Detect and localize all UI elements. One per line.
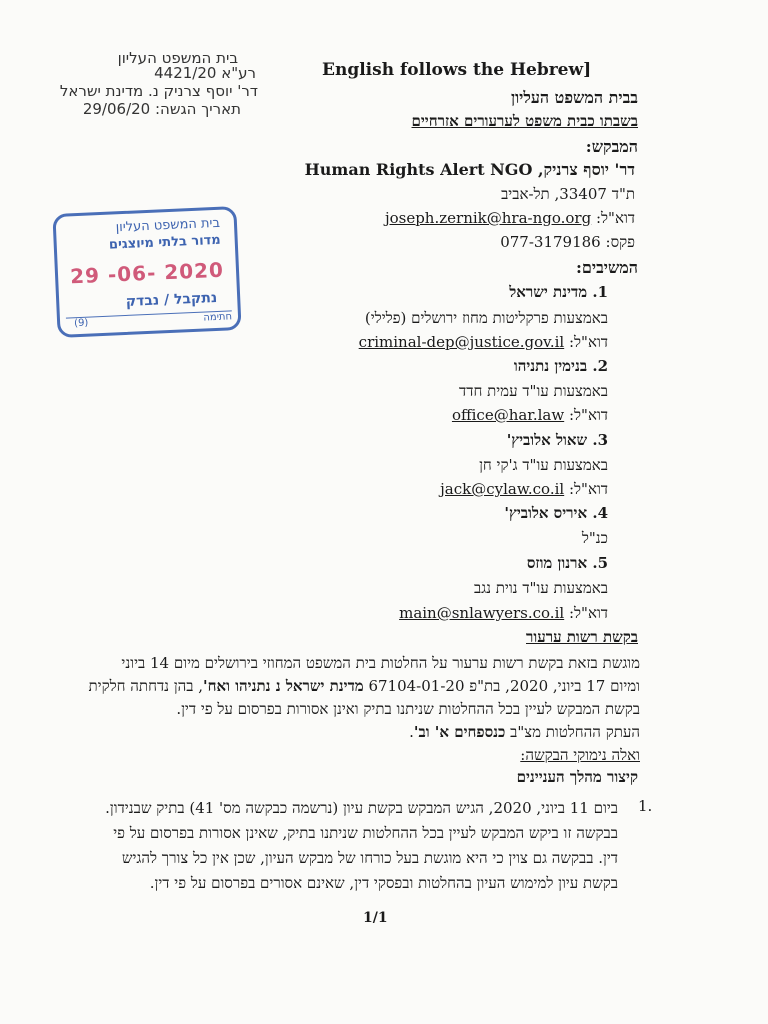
respondent-3-via: באמצעות עו"ד ג'קי חן bbox=[479, 456, 608, 474]
applicant-fax-label: פקס: bbox=[605, 233, 635, 251]
respondent-4-name-text: איריס אלוביץ' bbox=[504, 504, 588, 522]
respondent-2-num: 2. bbox=[592, 357, 608, 375]
applicant-name-en: Human Rights Alert NGO bbox=[304, 160, 533, 179]
respondent-1-via: באמצעות פרקליטות מחוז ירושלים (פלילי) bbox=[364, 309, 608, 327]
court-received-stamp bbox=[52, 206, 241, 338]
case-box-court: בית המשפט העליון bbox=[117, 49, 238, 67]
respondent-5-email-label: דוא"ל: bbox=[568, 604, 608, 622]
respondent-3-email-label: דוא"ל: bbox=[568, 480, 608, 498]
request-line-2-c: , בהן נדחתה חלקית bbox=[88, 677, 204, 695]
applicant-heading: המבקש: bbox=[585, 137, 638, 156]
request-line-1: מוגשת בזאת בקשת רשות ערעור על החלטות בית המשפט המחוזי בירושלים מיום 14 ביוני bbox=[121, 654, 640, 672]
respondent-5-name bbox=[527, 554, 608, 573]
summary-line-2: בבקשה זו ביקש המבקש לעיין בכל ההחלטות שניתנו בתיק, שאינן אסורות בפרסום על פי bbox=[113, 824, 618, 842]
applicant-pobox: ת"ד 33407, תל-אביב bbox=[501, 185, 635, 203]
request-line-2-a: ומיום 17 ביוני, 2020, בת"פ 67104-01-20 bbox=[363, 677, 640, 695]
respondent-5-num: 5. bbox=[592, 554, 608, 572]
stamp-court: בית המשפט העליון bbox=[115, 215, 221, 236]
respondent-3-name bbox=[507, 431, 608, 450]
respondent-2-email-link[interactable]: office@har.law bbox=[451, 406, 565, 424]
filing-date-value: 29/06/20 bbox=[82, 100, 151, 118]
stamp-footer bbox=[66, 310, 232, 332]
court-subtitle: בשבתו כבית משפט לערעורים אזרחיים bbox=[411, 112, 638, 130]
respondent-1-name bbox=[509, 283, 608, 302]
respondent-2-name bbox=[514, 357, 608, 376]
request-line-2 bbox=[89, 675, 640, 698]
respondent-2-via: באמצעות עו"ד עמית חדד bbox=[459, 382, 608, 400]
request-line-4 bbox=[409, 721, 640, 744]
request-reasons-intro: ואלה נימוקי הבקשה: bbox=[520, 746, 640, 764]
respondent-2-email-line bbox=[452, 406, 608, 425]
summary-line-1: ביום 11 ביוני, 2020, הגיש המבקש בקשת עיון (נרשמה כבקשה מס' 41) בתיק שבנידון. bbox=[105, 799, 618, 817]
request-line-3: בקשת המבקש לעיין בכל ההחלטות שניתנו בתיק ואינן אסורות בפרסום על פי דין. bbox=[176, 700, 640, 718]
respondent-1-email-link[interactable]: criminal-dep@justice.gov.il bbox=[358, 333, 565, 351]
case-box-parties: דר' יוסף צרניק נ. מדינת ישראל bbox=[59, 82, 258, 100]
respondent-1-email-label: דוא"ל: bbox=[568, 333, 608, 351]
case-box-filing-date bbox=[83, 99, 241, 119]
summary-item-number: 1. bbox=[638, 797, 653, 815]
stamp-signature-label: חתימה bbox=[203, 311, 233, 324]
respondent-4-via: כנ"ל bbox=[581, 529, 608, 547]
applicant-name bbox=[305, 160, 635, 180]
summary-heading: קיצור מהלך העניינים bbox=[516, 768, 638, 786]
respondent-4-name bbox=[504, 504, 608, 523]
request-line-4-c: . bbox=[409, 723, 414, 741]
court-title: בבית המשפט העליון bbox=[510, 88, 638, 107]
respondent-5-via: באמצעות עו"ד נוית נגב bbox=[473, 579, 608, 597]
stamp-number: (9) bbox=[73, 317, 89, 330]
respondent-4-num: 4. bbox=[592, 504, 608, 522]
page-number: 1/1 bbox=[363, 910, 388, 926]
applicant-email-label: דוא"ל: bbox=[595, 209, 635, 227]
applicant-email-link[interactable]: joseph.zernik@hra-ngo.org bbox=[384, 209, 592, 227]
respondent-5-name-text: ארנון מוזס bbox=[526, 554, 588, 572]
applicant-fax-line bbox=[500, 233, 635, 252]
respondent-3-email-line bbox=[440, 480, 608, 499]
english-note: English follows the Hebrew] bbox=[322, 60, 592, 80]
stamp-date: 29 -06- 2020 bbox=[69, 257, 225, 289]
request-line-4-a: העתק ההחלטות מצ"ב bbox=[505, 723, 640, 741]
request-heading: בקשת רשות ערעור bbox=[526, 628, 638, 646]
respondent-5-email-line bbox=[399, 604, 608, 623]
filing-date-label: תאריך הגשה: bbox=[155, 100, 241, 118]
respondent-3-name-text: שאול אלוביץ' bbox=[506, 431, 588, 449]
respondent-1-num: 1. bbox=[592, 283, 608, 301]
applicant-name-he: דר' יוסף צרניק, bbox=[537, 160, 635, 179]
request-case-name: מדינת ישראל נ נתניהו ואח' bbox=[203, 677, 364, 695]
respondent-5-email-link[interactable]: main@snlawyers.co.il bbox=[399, 604, 565, 622]
summary-line-4: בקשת עיון למימוש העיון בהחלטות ובפסקי דין, שאינם אסורים בפרסום על פי דין. bbox=[149, 874, 618, 892]
respondent-1-name-text: מדינת ישראל bbox=[509, 283, 588, 301]
respondent-2-name-text: בנימין נתניהו bbox=[513, 357, 588, 375]
applicant-email-line bbox=[385, 209, 635, 228]
respondent-1-email-line bbox=[359, 333, 608, 352]
request-appendices: כנספחים א' וב' bbox=[413, 723, 506, 741]
respondent-3-email-link[interactable]: jack@cylaw.co.il bbox=[440, 480, 565, 498]
respondents-heading: המשיבים: bbox=[575, 258, 638, 277]
summary-line-3: דין. בבקשה גם צוין כי היא מוגשת בעל כורחו של מבקש העיון, שכן אין כל צורך להגיש bbox=[121, 849, 618, 867]
applicant-fax-value: 077-3179186 bbox=[500, 233, 601, 251]
respondent-2-email-label: דוא"ל: bbox=[568, 406, 608, 424]
stamp-department: מדור בלתי מיוצגים bbox=[108, 232, 222, 253]
respondent-3-num: 3. bbox=[592, 431, 608, 449]
case-box-case-number: רע"א 4421/20 bbox=[154, 64, 256, 82]
stamp-received: נתקבל / נבדק bbox=[125, 289, 218, 310]
